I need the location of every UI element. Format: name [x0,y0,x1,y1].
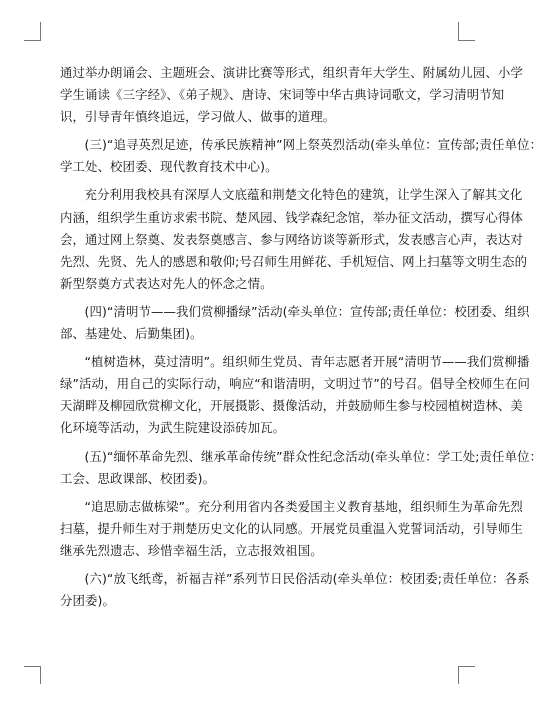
text-line: 天湖畔及柳园欣赏柳文化，开展摄影、摄像活动，并鼓励师生参与校园植树造林、美 [60,398,523,414]
text-line: 学生诵读《三字经》、《弟子规》、唐诗、宋词等中华古典诗词歌文，学习清明节知 [60,87,505,103]
text-line: 扫墓，提升师生对于荆楚历史文化的认同感。开展党员重温入党誓词活动，引导师生 [60,520,523,536]
text-line: 新型祭奠方式表达对先人的怀念之情。 [60,275,273,291]
text-line: 识，引导青年慎终追远，学习做人、做事的道理。 [60,109,336,125]
text-line: (三)“追寻英烈足迹，传承民族精神”网上祭英烈活动(牵头单位：宣传部;责任单位： [84,137,542,153]
crop-mark-bottom-right-horizontal [458,666,475,667]
text-line: 会，通过网上祭奠、发表祭奠感言、参与网络访谈等新形式，发表感言心声，表达对 [60,231,523,247]
text-line: (四)“清明节——我们赏柳播绿”活动(牵头单位：宣传部;责任单位：校团委、组织 [84,303,530,319]
crop-mark-bottom-left-horizontal [24,666,41,667]
paragraph [60,184,528,294]
paragraph [60,351,530,439]
paragraph [60,134,542,178]
crop-mark-top-left-horizontal [24,40,41,41]
paragraph [60,301,530,345]
text-line: 化环境等活动，为武生院建设添砖加瓦。 [60,420,286,436]
crop-mark-top-left-vertical [40,22,41,40]
paragraph [60,568,530,612]
text-line: (六)“放飞纸鸢，祈福吉祥”系列节日民俗活动(牵头单位：校团委;责任单位：各系 [84,570,530,586]
text-line: 部、基建处、后勤集团)。 [60,326,203,342]
document-body [60,62,542,612]
crop-mark-bottom-right-vertical [458,666,459,684]
crop-mark-top-right-horizontal [458,40,475,41]
paragraph [60,62,523,128]
text-line: 通过举办朗诵会、主题班会、演讲比赛等形式，组织青年大学生、附属幼儿园、小学 [60,65,523,80]
crop-mark-bottom-left-vertical [40,666,41,684]
paragraph [60,446,542,490]
text-line: 绿”活动，用自己的实际行动，响应“和谐清明，文明过节”的号召。倡导全校师生在问 [60,376,530,392]
crop-mark-top-right-vertical [458,22,459,40]
text-line: “追思励志做栋梁”。充分利用省内各类爱国主义教育基地，组织师生为革命先烈 [84,498,523,514]
text-line: 分团委)。 [60,593,115,609]
paragraph [60,496,523,562]
text-line: 工会、思政课部、校团委)。 [60,470,216,486]
text-line: 学工处、校团委、现代教育技术中心)。 [60,159,278,175]
text-line: 内涵，组织学生重访求索书院、楚风园、钱学森纪念馆，举办征文活动，撰写心得体 [60,209,523,225]
text-line: 充分利用我校具有深厚人文底蕴和荆楚文化特色的建筑，让学生深入了解其文化 [84,187,523,203]
text-line: (五)“缅怀革命先烈、继承革命传统”群众性纪念活动(牵头单位：学工处;责任单位： [84,448,542,464]
text-line: “植树造林，莫过清明”。组织师生党员、青年志愿者开展“清明节——我们赏柳播 [84,354,530,370]
text-line: 继承先烈遗志、珍惜幸福生活，立志报效祖国。 [60,542,323,558]
text-line: 先烈、先贤、先人的感恩和敬仰;号召师生用鲜花、手机短信、网上扫墓等文明生态的 [60,253,528,269]
